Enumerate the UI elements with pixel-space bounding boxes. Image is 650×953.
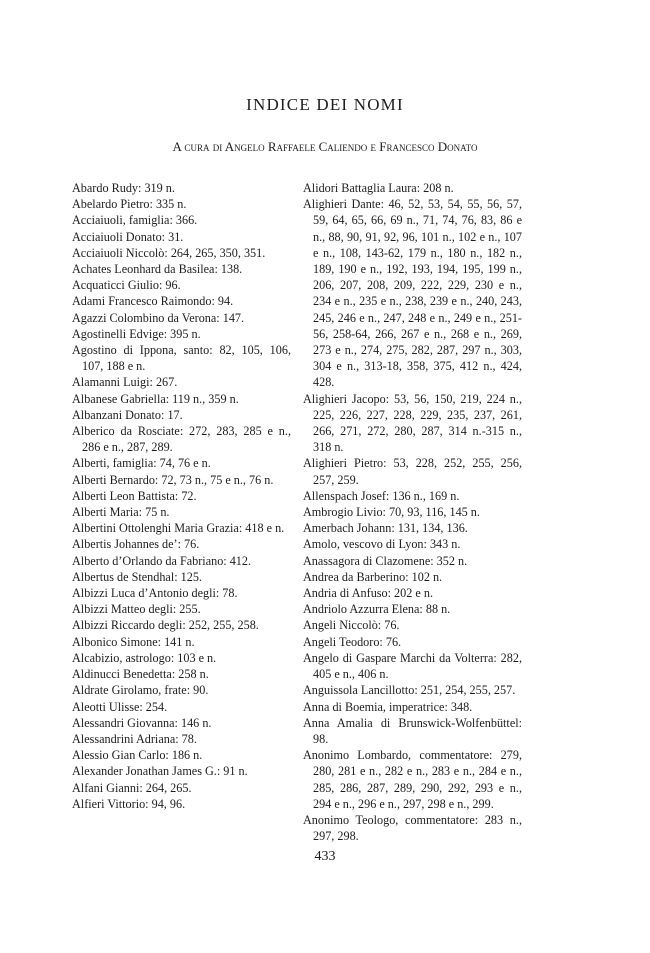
index-entry: Alamanni Luigi: 267. [72,375,178,390]
page-number: 433 [314,849,336,864]
index-entry: Alessio Gian Carlo: 186 n. [72,748,203,763]
index-entry: Amerbach Johann: 131, 134, 136. [303,521,468,536]
index-entry: Albertis Johannes de’: 76. [72,537,200,552]
index-entry: Alberico da Rosciate: 272, 283, 285 e n., 286 e n., 287, 289. [72,424,291,455]
index-entry: Acciaiuoli Donato: 31. [72,229,184,244]
index-entry: Alighieri Pietro: 53, 228, 252, 255, 256, 257, 259. [303,456,522,487]
index-entry: Allenspach Josef: 136 n., 169 n. [303,488,460,503]
index-entry: Alighieri Jacopo: 53, 56, 150, 219, 224 n., 225, 226, 227, 228, 229, 235, 237, 261, 266, 271, 272, 280, 287, 314 n.-315 n., 318 n. [303,391,522,455]
index-entry: Aldinucci Benedetta: 258 n. [72,667,209,682]
index-entry: Acciaiuoli Niccolò: 264, 265, 350, 351. [72,245,266,260]
index-entry: Agostino di Ippona, santo: 82, 105, 106, 107, 188 e n. [72,343,291,374]
index-entry: Anassagora di Clazomene: 352 n. [303,553,468,568]
index-entry: Albertini Ottolenghi Maria Grazia: 418 e n. [72,521,285,536]
index-entry: Abelardo Pietro: 335 n. [72,197,187,212]
index-entry: Anonimo Teologo, commentatore: 283 n., 297, 298. [303,812,522,844]
index-entry: Albanese Gabriella: 119 n., 359 n. [72,391,239,406]
index-column-right [303,180,522,844]
index-entry: Adami Francesco Raimondo: 94. [72,294,234,309]
index-entry: Anonimo Lombardo, commentatore: 279, 280, 281 e n., 282 e n., 283 e n., 284 e n., 285, 286, 287, 289, 290, 292, 293 e n., 294 e n., 296 e n., 297, 298 e n., 299. [303,748,522,811]
index-column-left [72,180,291,812]
index-entry: Agostinelli Edvige: 395 n. [72,326,201,341]
index-entry: Albizzi Matteo degli: 255. [72,602,201,617]
index-entry: Anna di Boemia, imperatrice: 348. [303,699,473,714]
index-entry: Angeli Teodoro: 76. [303,634,402,649]
index-entry: Ambrogio Livio: 70, 93, 116, 145 n. [303,505,480,520]
index-entry: Alberti Bernardo: 72, 73 n., 75 e n., 76 n. [72,472,274,487]
index-entry: Alighieri Dante: 46, 52, 53, 54, 55, 56, 57, 59, 64, 65, 66, 69 n., 71, 74, 76, 83, 86 e n., 88, 90, 91, 92, 96, 101 n., 102 e n., 107 e n., 108, 143-62, 179 n., 180 n., 182 n., 189, 190 e n., 192, 193, 194, 195, 199 n., 206, 207, 208, 209, 222, 229, 230 e n., 234 e n., 235 e n., 238, 239 e n., 240, 243, 245, 246 e n., 247, 248 e n., 249 e n., 251-56, 258-64, 266, 267 e n., 268 e n., 269, 273 e n., 274, 275, 282, 287, 297 n., 303, 304 e n., 313-18, 358, 375, 412 n., 424, 428. [303,197,522,390]
index-entry: Aleotti Ulisse: 254. [72,699,168,714]
index-entry: Achates Leonhard da Basilea: 138. [72,262,243,277]
index-entry: Anna Amalia di Brunswick-Wolfenbüttel: 98. [303,715,522,746]
index-entry: Aldrate Girolamo, frate: 90. [72,683,209,698]
index-entry: Andria di Anfuso: 202 e n. [303,586,433,601]
index-entry: Acciaiuoli, famiglia: 366. [72,213,198,228]
index-entry: Alcabizio, astrologo: 103 e n. [72,650,217,665]
index-entry: Angelo di Gaspare Marchi da Volterra: 282, 405 e n., 406 n. [303,650,522,682]
index-entry: Albanzani Donato: 17. [72,407,183,422]
index-entry: Abardo Rudy: 319 n. [72,181,175,195]
index-entry: Anguissola Lancillotto: 251, 254, 255, 257. [303,683,516,698]
index-entry: Alfieri Vittorio: 94, 96. [72,796,186,811]
page-title: INDICE DEI NOMI [246,95,404,114]
index-entry: Agazzi Colombino da Verona: 147. [72,310,245,325]
index-entry: Alidori Battaglia Laura: 208 n. [303,181,454,195]
index-entry: Alexander Jonathan James G.: 91 n. [72,764,248,779]
index-entry: Alessandri Giovanna: 146 n. [72,715,212,730]
index-entry: Albertus de Stendhal: 125. [72,569,202,584]
index-entry: Alberti, famiglia: 74, 76 e n. [72,456,211,471]
index-entry: Albizzi Riccardo degli: 252, 255, 258. [72,618,259,633]
index-entry: Alfani Gianni: 264, 265. [72,780,192,795]
index-entry: Alessandrini Adriana: 78. [72,731,197,746]
index-entry: Alberti Maria: 75 n. [72,505,170,520]
index-entry: Albizzi Luca d’Antonio degli: 78. [72,586,238,601]
index-entry: Alberto d’Orlando da Fabriano: 412. [72,553,252,568]
curators-line: A cura di Angelo Raffaele Caliendo e Francesco Donato [172,139,478,154]
index-entry: Andrea da Barberino: 102 n. [303,569,443,584]
index-entry: Alberti Leon Battista: 72. [72,488,197,503]
index-entry: Angeli Niccolò: 76. [303,618,400,633]
index-entry: Andriolo Azzurra Elena: 88 n. [303,602,451,617]
index-entry: Acquaticci Giulio: 96. [72,278,181,293]
index-entry: Albonico Simone: 141 n. [72,634,195,649]
index-entry: Amolo, vescovo di Lyon: 343 n. [303,537,461,552]
